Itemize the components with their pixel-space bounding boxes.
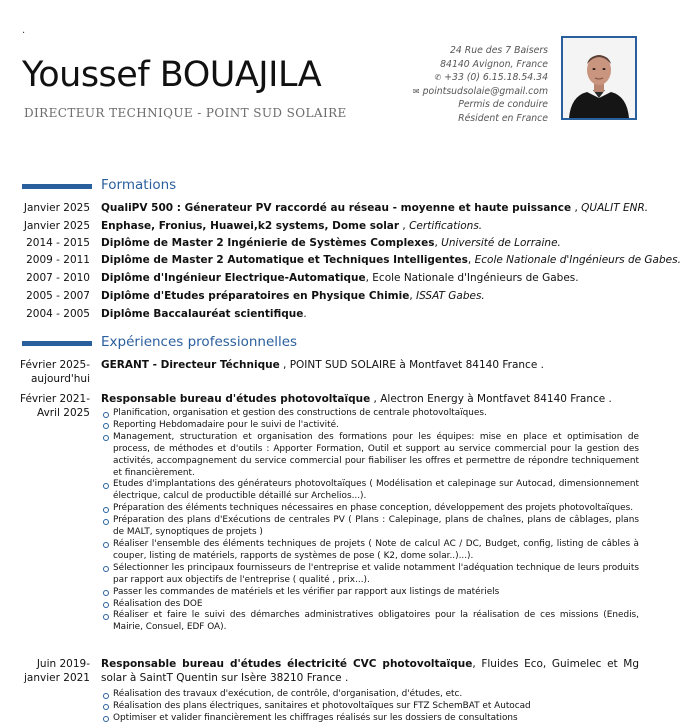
mail-icon: ✉ [412, 86, 420, 96]
formations-title: Formations [101, 177, 177, 193]
list-item: Sélectionner les principaux fournisseurs de l'entreprise et valide notamment l'adéquation technique de leurs produits par rapport aux objectifs de l'entreprise ( qualité , prix...). [101, 563, 639, 587]
formation-date: 2007 - 2010 [26, 272, 90, 284]
formation-content: Enphase, Fronius, Huawei,k2 systems, Dome solar , Certifications. [101, 220, 483, 232]
formation-content: Diplôme d'Etudes préparatoires en Physique Chimie, ISSAT Gabes. [101, 290, 485, 302]
list-item: Réaliser l'ensemble des éléments techniques de projets ( Note de calcul AC / DC, Budget, config, listing de câbles à couper, listing de matériels, rapports de systèmes de pose ( K2, dome solar..)...). [101, 539, 639, 563]
address-line1: 24 Rue des 7 Baisers [450, 45, 548, 56]
formation-date: 2004 - 2005 [26, 308, 90, 320]
stray-dot: . [22, 25, 26, 36]
experiences-title: Expériences professionnelles [101, 334, 298, 350]
list-item: Réaliser et faire le suivi des démarches administratives obligatoires pour la réalisation de ces missions (Enedis, Mairie, Consuel, EDF OA). [101, 610, 639, 634]
formation-content: Diplôme d'Ingénieur Electrique-Automatique, Ecole Nationale d'Ingénieurs de Gabes. [101, 272, 579, 284]
formation-content: Diplôme de Master 2 Ingénierie de Systèmes Complexes, Université de Lorraine. [101, 237, 561, 249]
formations-bar [22, 184, 92, 189]
formation-content: QualiPV 500 : Génerateur PV raccordé au réseau - moyenne et haute puissance , QUALIT ENR. [101, 202, 649, 214]
phone-icon: ✆ [434, 73, 442, 82]
contact-block [413, 44, 548, 125]
formation-date: Janvier 2025 [23, 220, 90, 232]
experiences-bar [22, 341, 92, 346]
experience-bullets [101, 689, 639, 725]
candidate-name [22, 54, 321, 96]
phone-number: +33 (0) 6.15.18.54.34 [444, 72, 548, 83]
formation-date: 2014 - 2015 [26, 237, 90, 249]
address-line2: 84140 Avignon, France [440, 58, 548, 70]
profile-photo [561, 36, 637, 120]
experience-heading: Responsable bureau d'études électricité CVC photovoltaïque, Fluides Eco, Guimelec et Mg solar à SaintT Quentin sur Isère 38210 France . [101, 658, 640, 684]
experience-date-start: Février 2021- [20, 393, 90, 405]
experience-heading: Responsable bureau d'études photovoltaïque , Alectron Energy à Montfavet 84140 France . [101, 393, 612, 405]
license: Permis de conduire [458, 99, 548, 110]
experience-date-end: Avril 2025 [37, 407, 90, 419]
first-name: Youssef [22, 55, 150, 95]
list-item: Préparation des éléments techniques nécessaires en phase conception, développement des projets photovoltaïques. [101, 503, 639, 515]
experience-date-start: Février 2025- [20, 359, 90, 371]
email-address[interactable]: pointsudsolaie@gmail.com [422, 85, 548, 97]
list-item: Passer les commandes de matériels et les vérifier par rapport aux listings de matériels [101, 587, 639, 599]
residence: Résident en France [458, 112, 548, 124]
formation-date: 2009 - 2011 [26, 254, 90, 266]
list-item: Reporting Hebdomadaire pour le suivi de l'activité. [101, 420, 639, 432]
list-item: Management, structuration et organisation des formations pour les équipes: mise en place et optimisation de process, de méthodes et d'outils : Apporter Formation, Outil et support au service commercial pour la gestion des activités, accompagnement du service commercial pour fiabiliser les offres et permettre de répondre techniquement et financièrement. [101, 432, 639, 480]
list-item: Réalisation des travaux d'exécution, de contrôle, d'organisation, d'études, etc. [101, 689, 639, 701]
list-item: Etudes d'implantations des générateurs photovoltaïques ( Modélisation et calepinage sur Autocad, dimensionnement électrique, calcul de productible détaillé sur Archelios...). [101, 479, 639, 503]
last-name: BOUAJILA [159, 55, 322, 95]
list-item: Optimiser et valider financièrement les chiffrages réalisés sur les dossiers de consultations [101, 713, 639, 725]
formation-content: Diplôme Baccalauréat scientifique. [101, 308, 307, 320]
phone-row [413, 71, 548, 85]
list-item: Réalisation des DOE [101, 599, 639, 611]
list-item: Réalisation des plans électriques, sanitaires et photovoltaïques sur FTZ SchemBAT et Autocad [101, 701, 639, 713]
experience-date-start: Juin 2019- [36, 658, 90, 670]
formation-date: Janvier 2025 [23, 202, 90, 214]
list-item: Préparation des plans d'Exécutions de centrales PV ( Plans : Calepinage, plans de chaînes, plans de câblages, plans de MALT, synoptiques de projets ) [101, 515, 639, 539]
experience-date-end: janvier 2021 [24, 672, 90, 684]
experience-heading: GERANT - Directeur Téchnique , POINT SUD SOLAIRE à Montfavet 84140 France . [101, 359, 544, 371]
experience-bullets [101, 408, 639, 634]
formation-content: Diplôme de Master 2 Automatique et Techniques Intelligentes, Ecole Nationale d'Ingénieurs de Gabes. [101, 254, 681, 266]
experience-date-end: aujourd'hui [31, 373, 90, 385]
job-subtitle: DIRECTEUR TECHNIQUE - POINT SUD SOLAIRE [24, 106, 347, 120]
formation-date: 2005 - 2007 [26, 290, 90, 302]
list-item: Planification, organisation et gestion des constructions de centrale photovoltaïques. [101, 408, 639, 420]
email-row [413, 85, 548, 99]
